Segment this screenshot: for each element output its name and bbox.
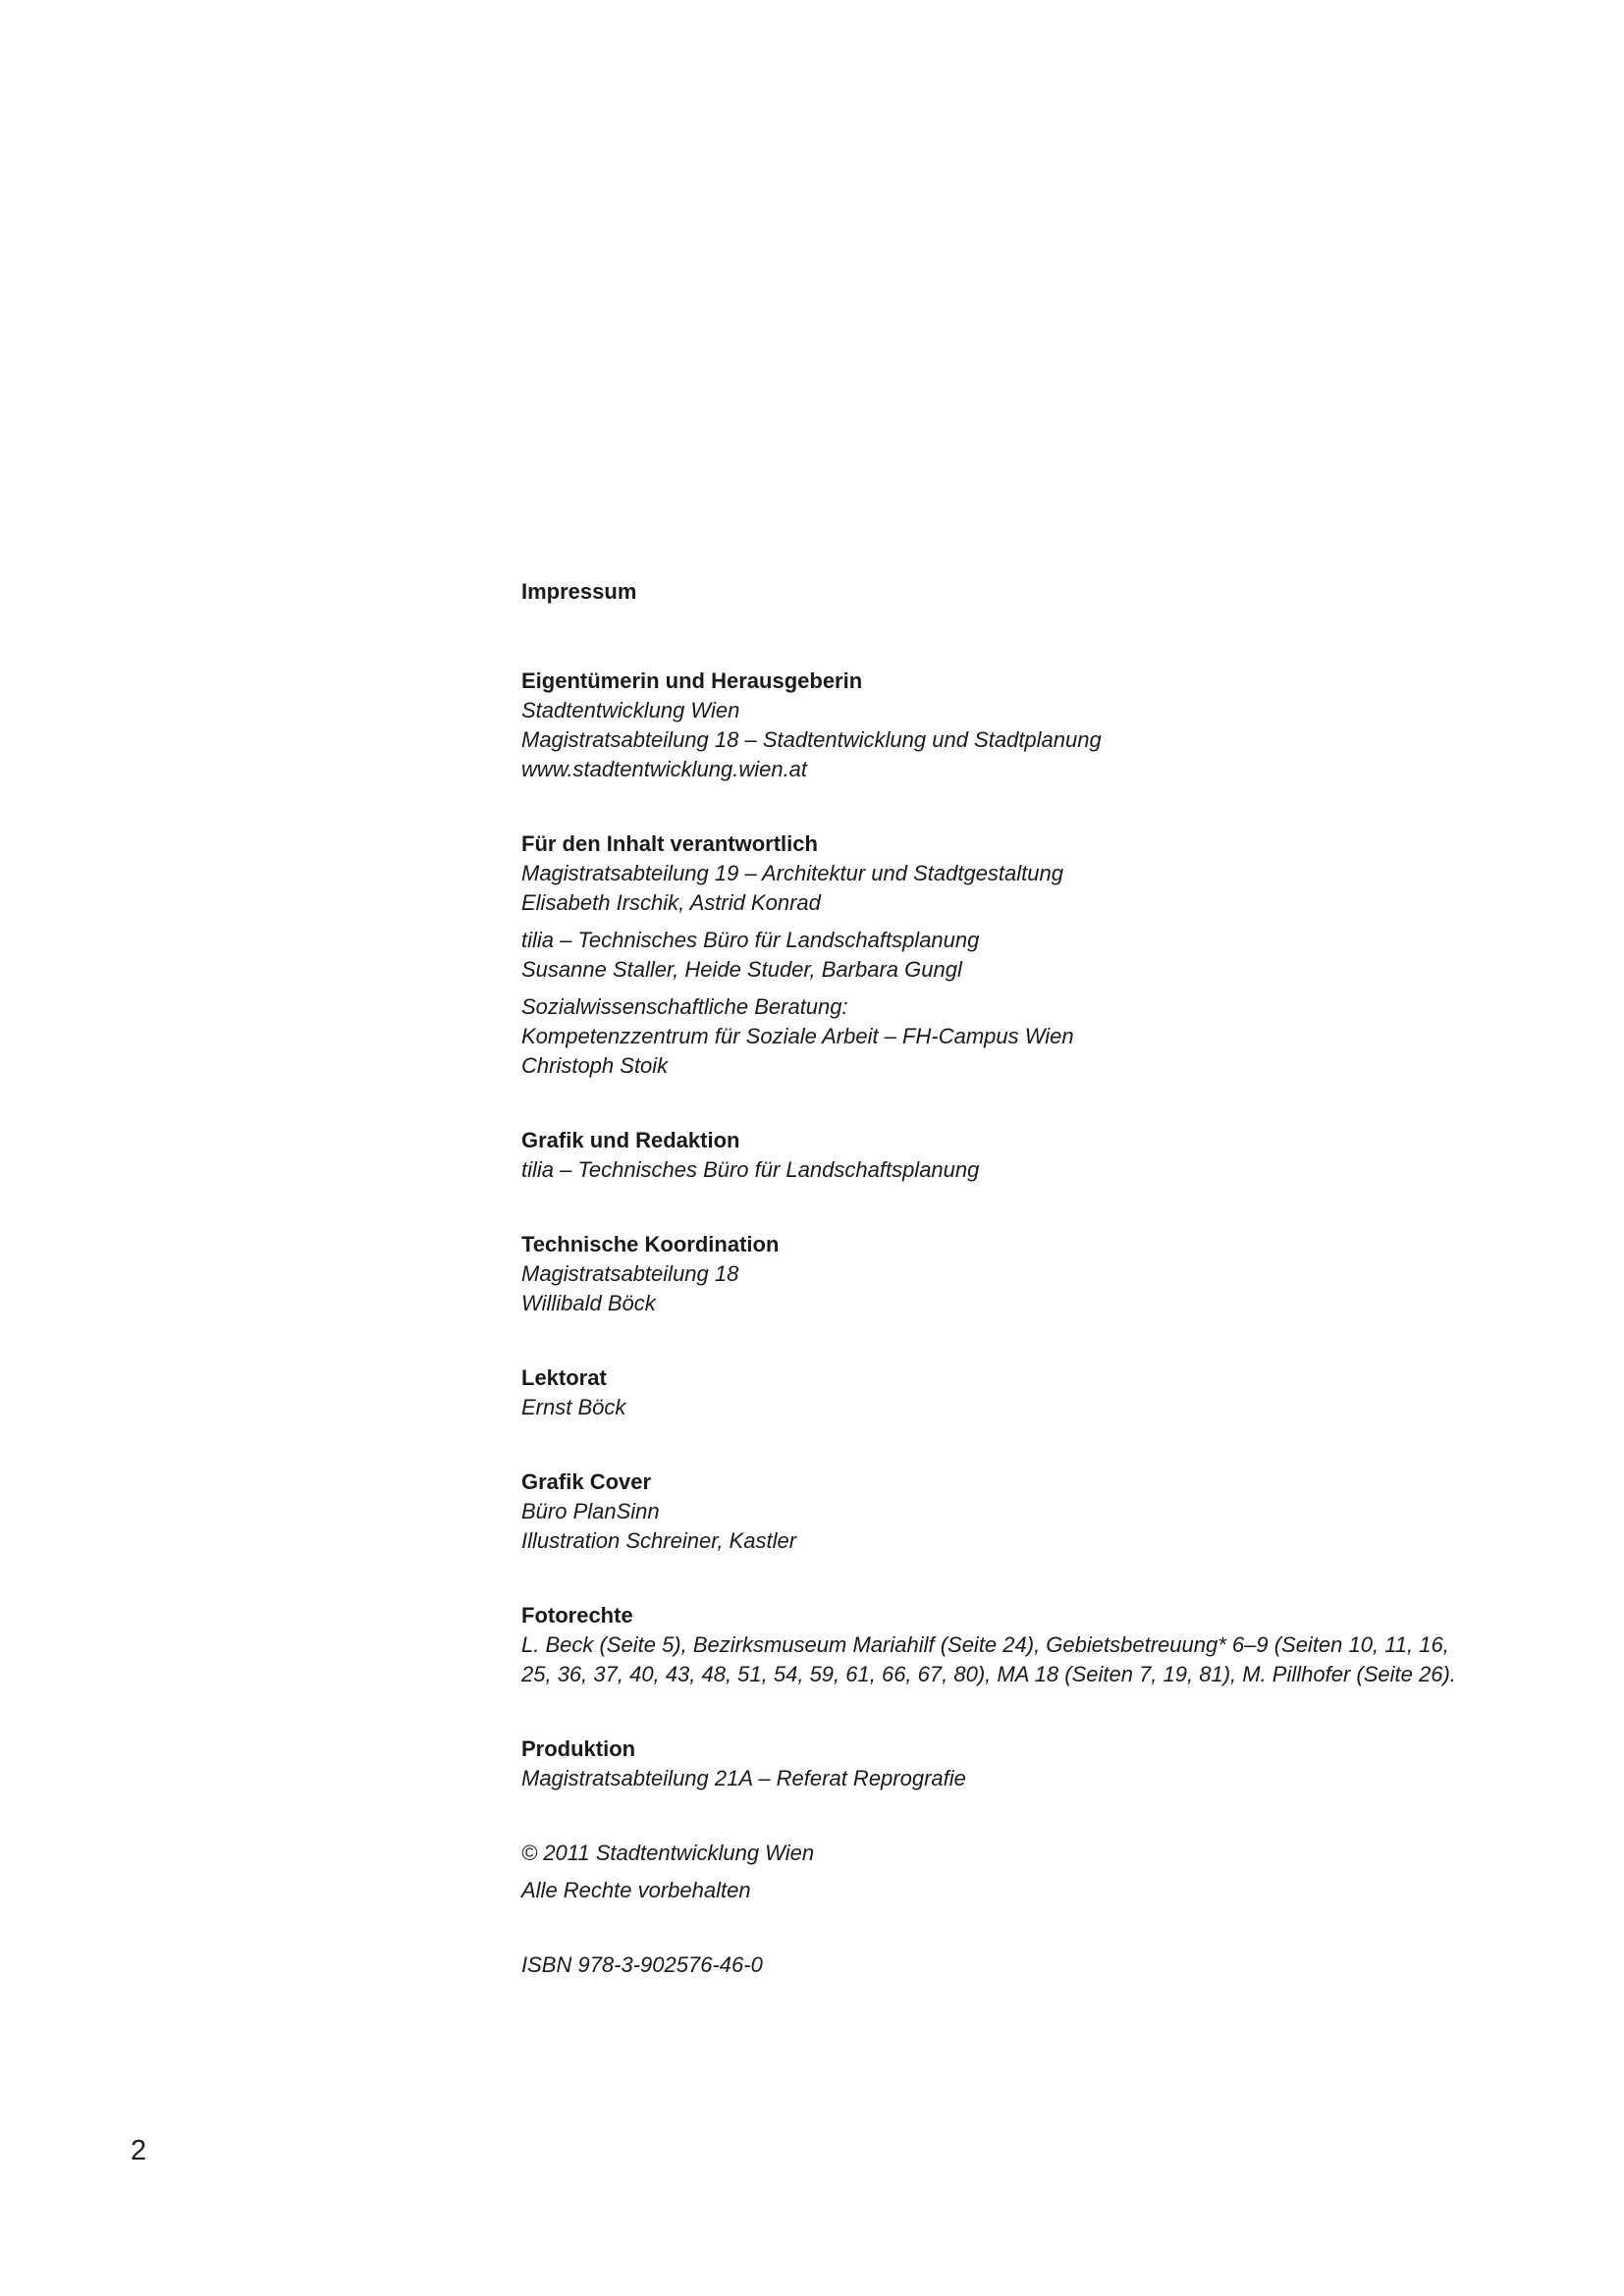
responsible-group	[521, 992, 1464, 1081]
owner-website: www.stadtentwicklung.wien.at	[521, 757, 808, 781]
responsible-line: Susanne Staller, Heide Studer, Barbara Gungl	[521, 957, 962, 982]
responsible-line: Elisabeth Irschik, Astrid Konrad	[521, 890, 821, 915]
section-cover	[521, 1468, 1464, 1556]
owner-line: Magistratsabteilung 18 – Stadtentwicklung und Stadtplanung	[521, 727, 1102, 752]
cover-line: Büro PlanSinn	[521, 1499, 660, 1523]
section-owner	[521, 667, 1464, 784]
rights-line: Alle Rechte vorbehalten	[521, 1878, 751, 1902]
section-responsible	[521, 829, 1464, 1081]
responsible-group	[521, 926, 1464, 985]
isbn: ISBN 978-3-902576-46-0	[521, 1952, 763, 1977]
copyright-line: © 2011 Stadtentwicklung Wien	[521, 1841, 815, 1865]
section-photos	[521, 1601, 1464, 1689]
section-heading: Grafik und Redaktion	[521, 1128, 740, 1152]
section-heading: Eigentümerin und Herausgeberin	[521, 668, 863, 693]
responsible-line: Kompetenzzentrum für Soziale Arbeit – FH-Campus Wien	[521, 1024, 1074, 1048]
imprint	[521, 577, 1464, 1980]
responsible-line: tilia – Technisches Büro für Landschaftsplanung	[521, 928, 980, 952]
coordination-line: Magistratsabteilung 18	[521, 1261, 739, 1286]
section-heading: Fotorechte	[521, 1603, 633, 1628]
section-production	[521, 1735, 1464, 1793]
cover-line: Illustration Schreiner, Kastler	[521, 1528, 797, 1553]
photo-credits: L. Beck (Seite 5), Bezirksmuseum Mariahilf (Seite 24), Gebietsbetreuung* 6–9 (Seiten 10, 11, 16, 25, 36, 37, 40, 43, 48, 51, 54, 59, 61, 66, 67, 80), MA 18 (Seiten 7, 19, 81), M. Pillhofer (Seite 26).	[521, 1632, 1456, 1686]
section-coordination	[521, 1230, 1464, 1318]
imprint-title: Impressum	[521, 579, 637, 604]
section-heading: Technische Koordination	[521, 1232, 780, 1256]
editing-line: Ernst Böck	[521, 1395, 626, 1419]
section-editing	[521, 1363, 1464, 1422]
graphics-line: tilia – Technisches Büro für Landschaftsplanung	[521, 1157, 980, 1182]
coordination-line: Willibald Böck	[521, 1291, 656, 1315]
responsible-line: Sozialwissenschaftliche Beratung:	[521, 994, 848, 1019]
section-heading: Grafik Cover	[521, 1469, 652, 1494]
responsible-group	[521, 859, 1464, 918]
production-line: Magistratsabteilung 21A – Referat Reprografie	[521, 1766, 966, 1790]
responsible-line: Christoph Stoik	[521, 1053, 669, 1078]
copyright-block	[521, 1839, 1464, 1905]
owner-line: Stadtentwicklung Wien	[521, 698, 740, 722]
page-number: 2	[131, 2135, 147, 2166]
section-heading: Für den Inhalt verantwortlich	[521, 831, 818, 856]
section-heading: Lektorat	[521, 1365, 607, 1390]
section-heading: Produktion	[521, 1736, 636, 1761]
responsible-line: Magistratsabteilung 19 – Architektur und Stadtgestaltung	[521, 861, 1063, 885]
section-graphics	[521, 1126, 1464, 1185]
